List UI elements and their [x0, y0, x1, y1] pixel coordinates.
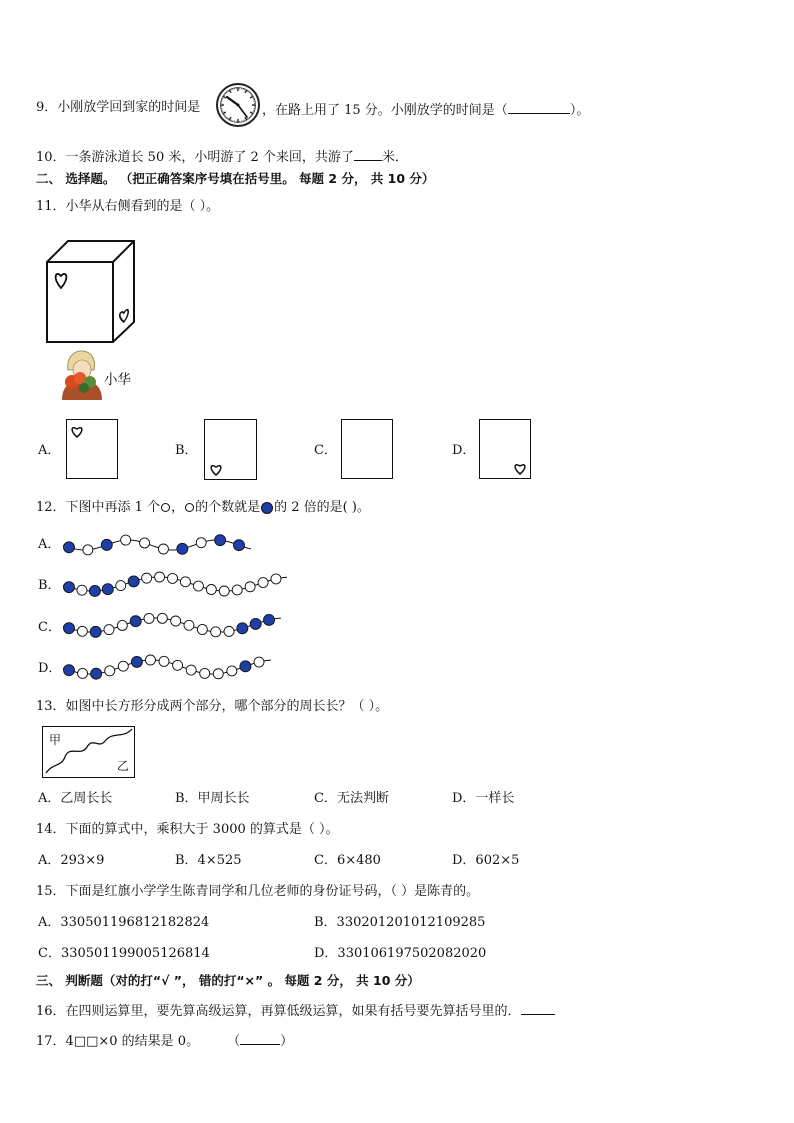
q11-option-a-box[interactable]: [66, 419, 118, 479]
empty-bead: [213, 669, 223, 679]
empty-bead: [121, 535, 131, 545]
q12-option-a-label[interactable]: A．: [38, 537, 61, 552]
empty-bead: [78, 668, 88, 678]
empty-bead: [200, 668, 210, 678]
cube-figure: [44, 238, 138, 344]
q13-option-a[interactable]: A．乙周长长: [38, 791, 113, 806]
empty-bead: [232, 585, 242, 595]
empty-bead: [184, 620, 194, 630]
q16-answer-blank[interactable]: [521, 1002, 555, 1015]
q14-text: 14．下面的算式中，乘积大于 3000 的算式是（ ）。: [36, 822, 339, 837]
part-b-label: 乙: [116, 759, 129, 773]
q9-suffix: ，在路上用了 15 分。小刚放学的时间是（: [262, 103, 508, 118]
empty-bead: [155, 572, 165, 582]
question-16: [36, 1002, 555, 1018]
q12-text-a: 12．下图中再添 1 个: [36, 500, 161, 515]
heart-icon: [69, 423, 85, 439]
empty-bead: [116, 581, 126, 591]
q12-option-a-beads[interactable]: [60, 528, 260, 562]
question-17: [36, 1032, 293, 1048]
q9-prefix: 9．小刚放学回到家的时间是: [36, 100, 201, 115]
q12-option-c-label[interactable]: C．: [38, 620, 61, 635]
empty-bead: [142, 573, 152, 583]
empty-bead: [77, 626, 87, 636]
section-3-heading: 三、 判断题（对的打“√ ”， 错的打“×” 。 每题 2 分， 共 10 分）: [36, 973, 420, 988]
q15-option-a[interactable]: A．330501196812182824: [38, 915, 210, 930]
filled-bead: [64, 582, 75, 593]
clock-icon: [215, 82, 261, 128]
q12-option-d-beads[interactable]: [60, 649, 280, 685]
q14-option-c[interactable]: C．6×480: [314, 853, 381, 868]
part-a-label: 甲: [49, 733, 62, 747]
empty-bead: [224, 626, 234, 636]
filled-bead: [234, 540, 245, 551]
empty-bead: [219, 586, 229, 596]
empty-bead: [254, 657, 264, 667]
empty-bead: [193, 581, 203, 591]
filled-bead: [130, 616, 141, 627]
empty-bead: [173, 660, 183, 670]
q12-option-d-label[interactable]: D．: [38, 661, 62, 676]
question-12: [36, 501, 370, 514]
q12-option-b-label[interactable]: B．: [38, 578, 61, 593]
q11-option-b-box[interactable]: [204, 419, 257, 480]
filled-bead: [64, 542, 75, 553]
q15-text: 15．下面是红旗小学学生陈青同学和几位老师的身份证号码，（ ）是陈青的。: [36, 884, 480, 899]
filled-bead: [264, 614, 275, 625]
filled-bead: [89, 585, 100, 596]
filled-bead: [101, 539, 112, 550]
filled-bead: [215, 535, 226, 546]
empty-bead-icon: [185, 503, 194, 512]
q13-option-c[interactable]: C．无法判断: [314, 791, 389, 806]
q11-option-d-label[interactable]: D．: [452, 443, 476, 458]
q17-blank-close: ）: [280, 1034, 294, 1049]
q11-option-d-box[interactable]: [479, 419, 531, 479]
empty-bead: [105, 666, 115, 676]
empty-bead: [245, 582, 255, 592]
q17-answer-blank[interactable]: [240, 1032, 280, 1045]
q15-option-d[interactable]: D．330106197502082020: [314, 946, 487, 961]
filled-bead: [64, 665, 75, 676]
question-10: [36, 148, 408, 164]
q15-option-b[interactable]: B．330201201012109285: [314, 915, 486, 930]
empty-bead: [117, 620, 127, 630]
filled-bead: [128, 576, 139, 587]
filled-bead: [91, 668, 102, 679]
empty-bead: [211, 627, 221, 637]
q12-text-d: 的 2 倍的是( )。: [274, 500, 370, 515]
section-2-heading: 二、 选择题。 （把正确答案序号填在括号里。 每题 2 分， 共 10 分）: [36, 171, 435, 186]
q17-text: 17．4□□×0 的结果是 0。: [36, 1034, 200, 1049]
empty-bead: [258, 578, 268, 588]
filled-bead: [240, 661, 251, 672]
empty-bead: [206, 585, 216, 595]
q14-option-d[interactable]: D．602×5: [452, 853, 520, 868]
q12-text-c: 的个数就是: [195, 500, 261, 515]
empty-bead: [159, 656, 169, 666]
q11-text: 11．小华从右侧看到的是（ ）。: [36, 199, 220, 214]
q10-text: 10．一条游泳道长 50 米，小明游了 2 个来回，共游了: [36, 150, 354, 165]
filled-bead-icon: [261, 502, 273, 514]
empty-bead: [186, 665, 196, 675]
empty-bead: [77, 585, 87, 595]
filled-bead: [64, 623, 75, 634]
empty-bead: [168, 573, 178, 583]
heart-icon: [208, 461, 224, 477]
q11-option-b-label[interactable]: B．: [175, 443, 198, 458]
filled-bead: [250, 618, 261, 629]
q10-answer-blank[interactable]: [354, 148, 382, 161]
empty-bead-icon: [161, 503, 170, 512]
q15-option-c[interactable]: C．330501199005126814: [38, 946, 210, 961]
q11-option-a-label[interactable]: A．: [38, 443, 61, 458]
q16-text: 16．在四则运算里，要先算高级运算，再算低级运算，如果有括号要先算括号里的．: [36, 1004, 521, 1019]
q13-option-b[interactable]: B．甲周长长: [175, 791, 250, 806]
q13-option-d[interactable]: D．一样长: [452, 791, 515, 806]
question-9: [36, 101, 200, 114]
empty-bead: [197, 624, 207, 634]
q11-option-c-label[interactable]: C．: [314, 443, 337, 458]
empty-bead: [144, 613, 154, 623]
empty-bead: [227, 666, 237, 676]
filled-bead: [177, 543, 188, 554]
empty-bead: [171, 616, 181, 626]
q9-suffix-line: [262, 101, 589, 117]
filled-bead: [131, 656, 142, 667]
q12-option-b-beads[interactable]: [60, 566, 290, 602]
q10-unit: 米．: [381, 150, 408, 165]
q12-text-b: ，: [171, 500, 185, 515]
q11-option-c-box[interactable]: [341, 419, 393, 479]
empty-bead: [180, 577, 190, 587]
q17-blank-open: （: [227, 1034, 241, 1049]
person-label: 小华: [104, 372, 131, 388]
filled-bead: [90, 626, 101, 637]
heart-icon: [512, 460, 528, 476]
filled-bead: [237, 623, 248, 634]
empty-bead: [271, 574, 281, 584]
empty-bead: [157, 613, 167, 623]
q12-option-c-beads[interactable]: [60, 606, 290, 644]
q13-text: 13．如图中长方形分成两个部分，哪个部分的周长长？（ ）。: [36, 699, 389, 714]
rectangle-figure: [42, 726, 135, 778]
filled-bead: [102, 584, 113, 595]
empty-bead: [104, 625, 114, 635]
empty-bead: [196, 538, 206, 548]
q9-end: ）。: [569, 103, 590, 118]
empty-bead: [118, 661, 128, 671]
q14-option-b[interactable]: B．4×525: [175, 853, 242, 868]
girl-avatar: [58, 348, 106, 400]
q9-answer-blank[interactable]: [508, 101, 570, 114]
empty-bead: [140, 538, 150, 548]
q14-option-a[interactable]: A．293×9: [38, 853, 105, 868]
empty-bead: [145, 655, 155, 665]
empty-bead: [158, 544, 168, 554]
empty-bead: [83, 545, 93, 555]
